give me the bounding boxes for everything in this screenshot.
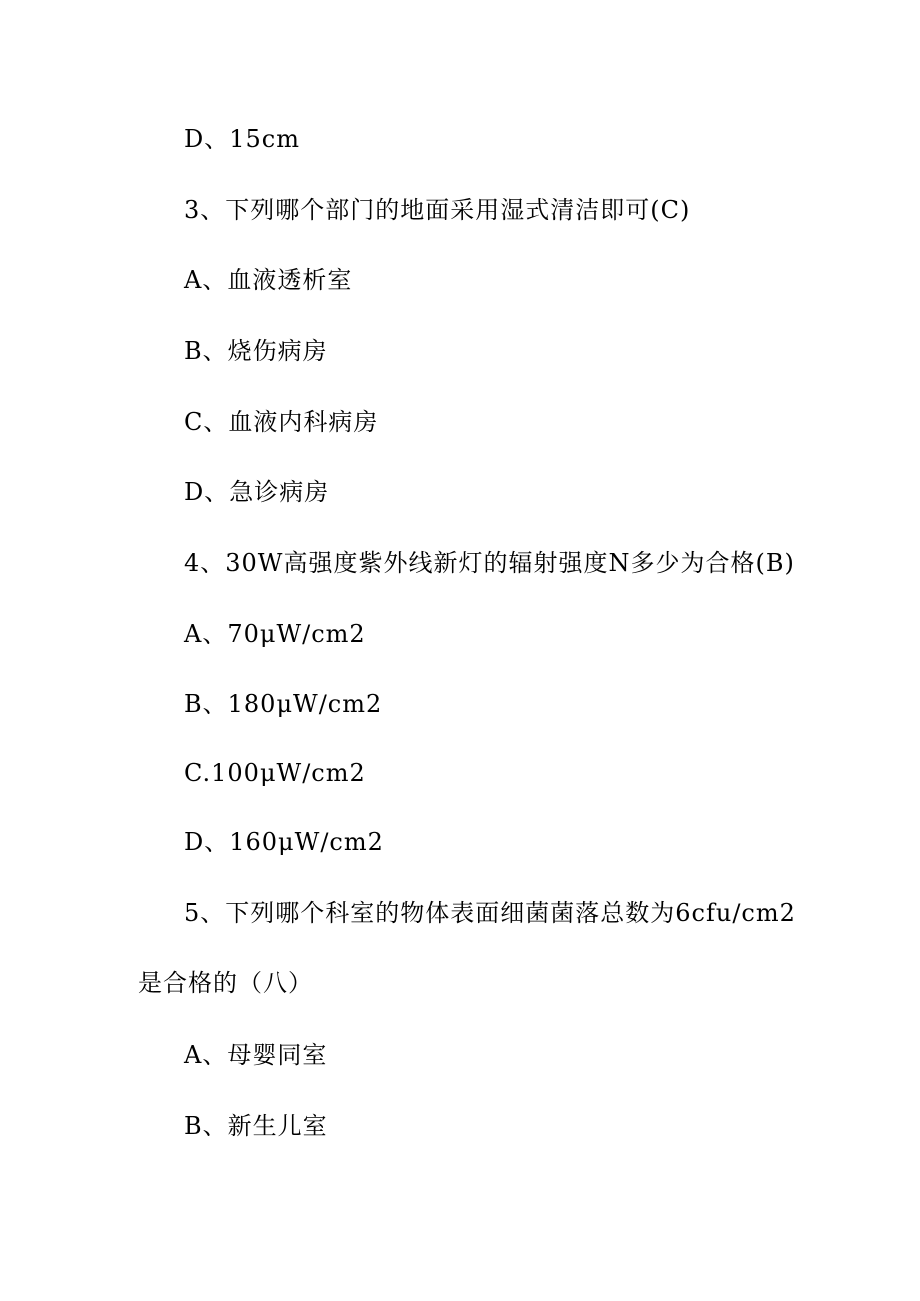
q3-option-a: A、血液透析室	[184, 266, 353, 294]
q3-option-b: B、烧伤病房	[184, 337, 328, 365]
q5-option-a: A、母婴同室	[184, 1041, 328, 1069]
q4-option-c: C.100μW∕cm2	[184, 759, 366, 787]
q4-option-a: A、70μW∕cm2	[184, 620, 366, 648]
q3-option-c: C、血液内科病房	[184, 408, 379, 436]
option-d-15cm: D、15cm	[184, 125, 300, 153]
question-5-continued: 是合格的（八）	[138, 969, 313, 997]
q3-option-d: D、急诊病房	[184, 478, 330, 506]
question-4: 4、30W高强度紫外线新灯的辐射强度N多少为合格(B)	[184, 549, 795, 577]
question-3: 3、下列哪个部门的地面采用湿式清洁即可(C)	[184, 196, 691, 224]
q4-option-b: B、180μW∕cm2	[184, 690, 383, 718]
q5-option-b: B、新生儿室	[184, 1112, 328, 1140]
q4-option-d: D、160μW∕cm2	[184, 828, 384, 856]
question-5: 5、下列哪个科室的物体表面细菌菌落总数为6cfu∕cm2	[184, 899, 796, 927]
